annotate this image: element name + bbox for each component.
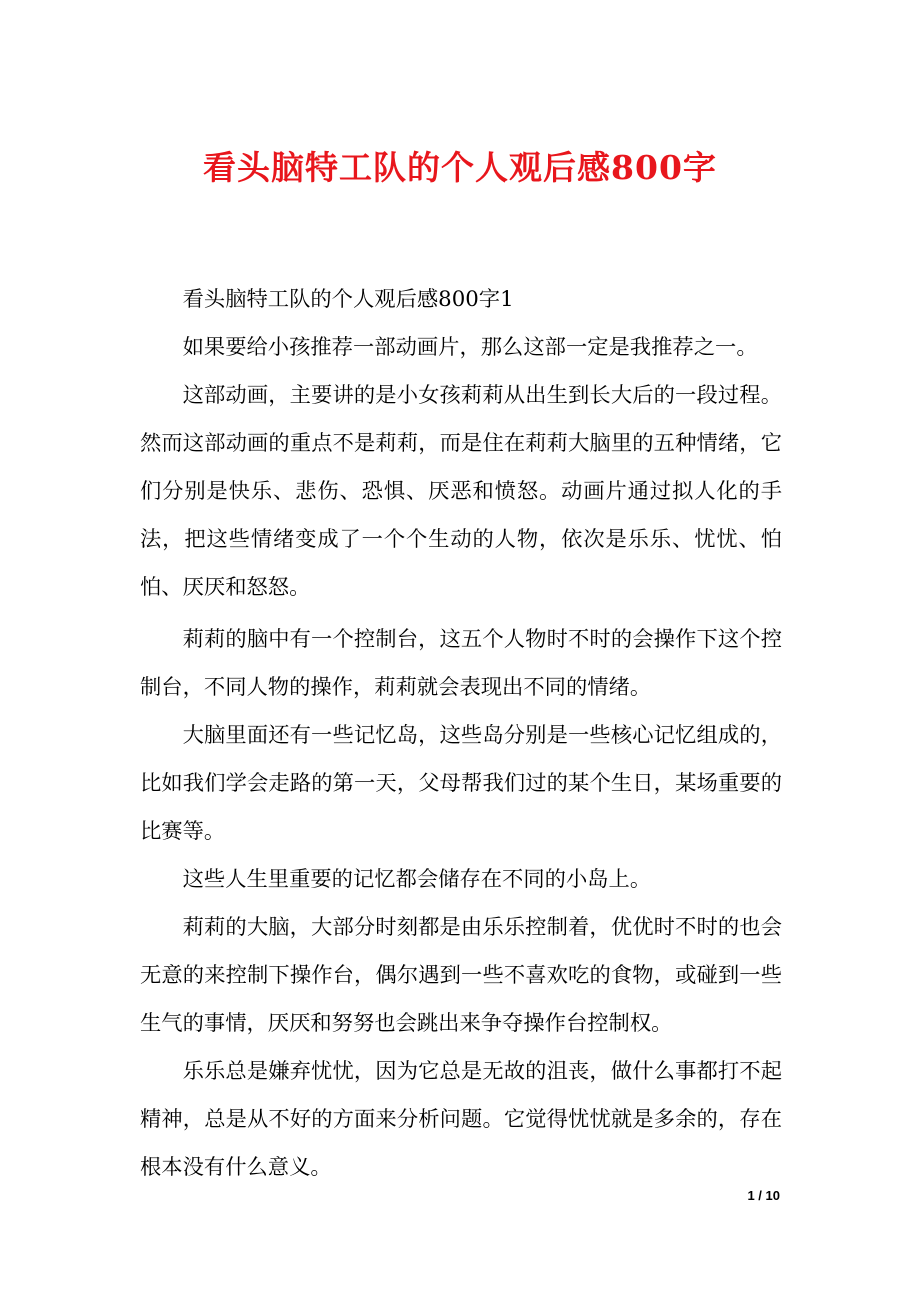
document-body: [140, 276, 782, 1192]
paragraph: 如果要给小孩推荐一部动画片，那么这部一定是我推荐之一。: [182, 335, 758, 360]
paragraph-subtitle: 看头脑特工队的个人观后感800字1: [182, 287, 514, 312]
paragraph: 这部动画，主要讲的是小女孩莉莉从出生到长大后的一段过程。然而这部动画的重点不是莉莉，而是住在莉莉大脑里的五种情绪，它们分别是快乐、悲伤、恐惧、厌恶和愤怒。动画片通过拟人化的手法，把这些情绪变成了一个个生动的人物，依次是乐乐、忧忧、怕怕、厌厌和怒怒。: [140, 383, 782, 600]
paragraph: 乐乐总是嫌弃忧忧，因为它总是无故的沮丧，做什么事都打不起精神，总是从不好的方面来分析问题。它觉得忧忧就是多余的，存在根本没有什么意义。: [140, 1059, 782, 1180]
document-title: 看头脑特工队的个人观后感800字: [203, 148, 717, 187]
paragraph: 大脑里面还有一些记忆岛，这些岛分别是一些核心记忆组成的，比如我们学会走路的第一天，父母帮我们过的某个生日，某场重要的比赛等。: [140, 723, 782, 844]
page-number: 1 / 10: [747, 1188, 780, 1203]
paragraph: 莉莉的脑中有一个控制台，这五个人物时不时的会操作下这个控制台，不同人物的操作，莉莉就会表现出不同的情绪。: [140, 627, 782, 700]
paragraph: 这些人生里重要的记忆都会储存在不同的小岛上。: [182, 867, 652, 892]
paragraph: 莉莉的大脑，大部分时刻都是由乐乐控制着，优优时不时的也会无意的来控制下操作台，偶尔遇到一些不喜欢吃的食物，或碰到一些生气的事情，厌厌和努努也会跳出来争夺操作台控制权。: [140, 915, 782, 1036]
